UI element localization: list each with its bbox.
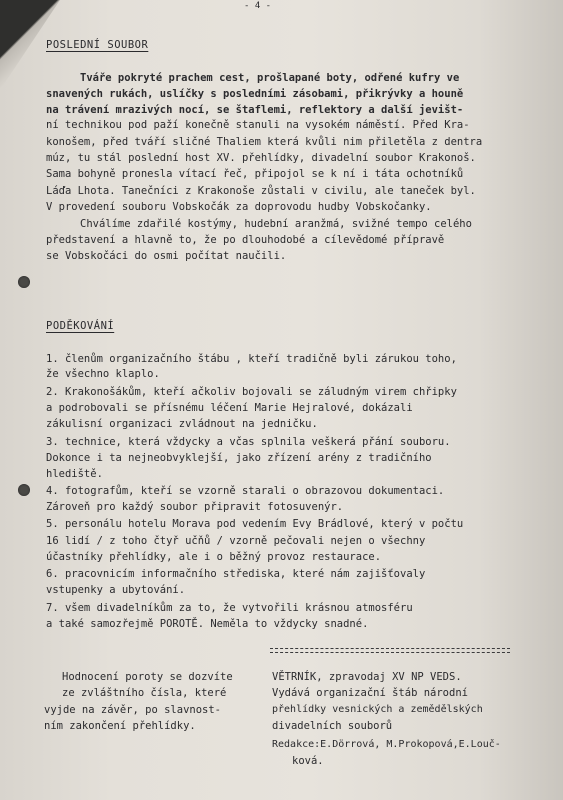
list-item: 3. technice, která vždycky a včas splnila veškerá přání souboru. — [46, 436, 451, 448]
section-heading-last-ensemble: POSLEDNÍ SOUBOR — [46, 39, 149, 51]
paragraph-line: Chválíme zdařilé kostýmy, hudební aranžmá, svižné tempo celého — [80, 218, 472, 230]
colophon-line: přehlídky vesnických a zemědělských — [272, 704, 483, 715]
list-item: 1. členům organizačního štábu , kteří tradičně byli zárukou toho, — [46, 353, 457, 365]
punch-hole-upper — [18, 276, 30, 288]
paragraph-line: na trávení mrazivých nocí, se štaflemi, reflektory a další jevišt- — [46, 104, 464, 116]
list-item: 4. fotografům, kteří se vzorně starali o obrazovou dokumentaci. — [46, 485, 445, 497]
list-item-continuation: a také samozřejmě POROTĚ. Neměla to vždycky snadné. — [46, 618, 369, 630]
paragraph-line: konošem, před tváří sličné Thaliem která kvůli nim přiletěla z dentra — [46, 136, 483, 148]
paragraph-line: Sama bohyně pronesla vítací řeč, připojol se k ní i táta ochotníků — [46, 168, 464, 180]
colophon-line: Vydává organizační štáb národní — [272, 687, 468, 699]
list-item-continuation: 16 lidí / z toho čtyř učňů / vzorně pečovali nejen o všechny — [46, 535, 426, 547]
colophon-editors: Redakce:E.Dörrová, M.Prokopová,E.Louč- — [272, 739, 501, 750]
list-item-continuation: Dokonce i ta nejneobvyklejší, jako zřízení arény z tradičního — [46, 452, 432, 464]
paragraph-line: múz, tu stál poslední host XV. přehlídky, divadelní soubor Krakonoš. — [46, 152, 476, 164]
list-item: 2. Krakonošákům, kteří ačkoliv bojovali se záludným virem chřipky — [46, 386, 457, 398]
page-number: - 4 - — [244, 1, 272, 11]
colophon-line: divadelních souborů — [272, 720, 393, 732]
paragraph-line: snavených rukách, uslíčky s posledními zásobami, přikrývky a houně — [46, 88, 464, 100]
paragraph-line: se Vobskočáci do osmi počítat naučili. — [46, 250, 287, 262]
list-item-continuation: hlediště. — [46, 468, 103, 480]
list-item-continuation: Zároveň pro každý soubor připravit fotosuvenýr. — [46, 501, 344, 513]
list-item-continuation: vstupenky a ubytování. — [46, 584, 186, 596]
paragraph-line: představení a hlavně to, že po dlouhodobé a cílevědomé přípravě — [46, 234, 445, 246]
paragraph-line: Tváře pokryté prachem cest, prošlapané boty, odřené kufry ve — [80, 72, 460, 84]
list-item: 7. všem divadelníkům za to, že vytvořili krásnou atmosféru — [46, 602, 413, 614]
footer-note-line: vyjde na závěr, po slavnost- — [44, 704, 222, 716]
list-item: 5. personálu hotelu Morava pod vedením Evy Brádlové, který v počtu — [46, 518, 464, 530]
section-heading-thanks: PODĚKOVÁNÍ — [46, 320, 115, 332]
list-item: 6. pracovnicím informačního střediska, které nám zajišťovaly — [46, 568, 426, 580]
list-item-continuation: a podrobovali se přísnému léčení Marie Hejralové, dokázali — [46, 402, 413, 414]
list-item-continuation: účastníky přehlídky, ale i o běžný provoz restaurace. — [46, 551, 382, 563]
separator-line — [270, 652, 510, 653]
paragraph-line: Láďa Lhota. Tanečníci z Krakonoše zůstali v civilu, ale taneček byl. — [46, 185, 476, 197]
footer-note-line: ním zakončení přehlídky. — [44, 720, 196, 732]
separator-line — [270, 648, 510, 649]
paragraph-line: ní technikou pod paží konečně stanuli na vysokém náměstí. Před Kra- — [46, 119, 470, 131]
footer-note-line: ze zvláštního čísla, které — [62, 687, 227, 699]
colophon-editors-wrap: ková. — [292, 755, 324, 767]
list-item-continuation: zákulisní organizaci zvládnout na jedničku. — [46, 418, 318, 430]
footer-note-line: Hodnocení poroty se dozvíte — [62, 671, 233, 683]
punch-hole-lower — [18, 484, 30, 496]
colophon-title: VĚTRNÍK, zpravodaj XV NP VEDS. — [272, 671, 462, 683]
paragraph-line: V provedení souboru Vobskočák za doprovodu hudby Vobskočanky. — [46, 201, 432, 213]
list-item-continuation: že všechno klaplo. — [46, 368, 160, 380]
